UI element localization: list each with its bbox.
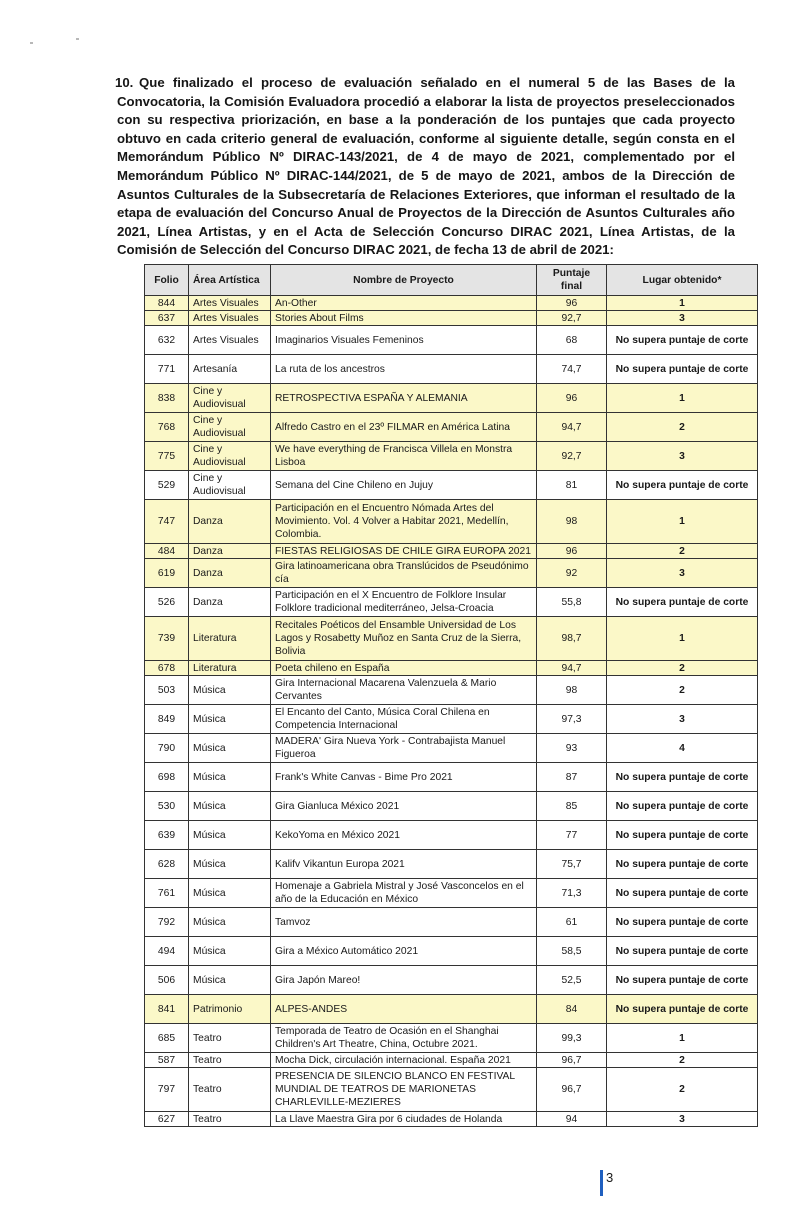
cell-place: 1 xyxy=(607,617,758,661)
cell-score: 96 xyxy=(537,544,607,559)
cell-score: 92,7 xyxy=(537,442,607,471)
cell-folio: 792 xyxy=(145,908,189,937)
table-row xyxy=(145,1024,758,1053)
cell-score: 94,7 xyxy=(537,413,607,442)
cell-score: 71,3 xyxy=(537,879,607,908)
cell-area: Música xyxy=(189,966,271,995)
cell-score: 94,7 xyxy=(537,661,607,676)
cell-folio: 484 xyxy=(145,544,189,559)
cell-place: No supera puntaje de corte xyxy=(607,966,758,995)
cell-project: Gira latinoamericana obra Translúcidos de Pseudónimo cía xyxy=(271,559,537,588)
cell-project: An-Other xyxy=(271,296,537,311)
cell-area: Artes Visuales xyxy=(189,296,271,311)
cell-folio: 768 xyxy=(145,413,189,442)
cell-place: 1 xyxy=(607,1024,758,1053)
cell-folio: 506 xyxy=(145,966,189,995)
cell-place: 2 xyxy=(607,661,758,676)
header-area: Área Artística xyxy=(189,265,271,296)
table-row xyxy=(145,1068,758,1112)
cell-folio: 678 xyxy=(145,661,189,676)
cell-area: Música xyxy=(189,821,271,850)
cell-place: No supera puntaje de corte xyxy=(607,995,758,1024)
cell-score: 55,8 xyxy=(537,588,607,617)
cell-folio: 739 xyxy=(145,617,189,661)
table-row xyxy=(145,442,758,471)
cell-project: Participación en el X Encuentro de Folklore Insular Folklore tradicional mediterráneo, Jelsa-Croacia xyxy=(271,588,537,617)
cell-project: Imaginarios Visuales Femeninos xyxy=(271,326,537,355)
cell-area: Cine y Audiovisual xyxy=(189,471,271,500)
cell-area: Teatro xyxy=(189,1024,271,1053)
cell-project: La ruta de los ancestros xyxy=(271,355,537,384)
cell-place: No supera puntaje de corte xyxy=(607,792,758,821)
cell-area: Literatura xyxy=(189,617,271,661)
table-row xyxy=(145,734,758,763)
cell-area: Danza xyxy=(189,544,271,559)
cell-project: Frank's White Canvas - Bime Pro 2021 xyxy=(271,763,537,792)
cell-place: 2 xyxy=(607,1053,758,1068)
cell-score: 96 xyxy=(537,296,607,311)
cell-place: No supera puntaje de corte xyxy=(607,355,758,384)
cell-place: 3 xyxy=(607,705,758,734)
cell-project: KekoYoma en México 2021 xyxy=(271,821,537,850)
cell-area: Danza xyxy=(189,588,271,617)
cell-folio: 503 xyxy=(145,676,189,705)
cell-folio: 761 xyxy=(145,879,189,908)
cell-folio: 775 xyxy=(145,442,189,471)
cell-area: Teatro xyxy=(189,1053,271,1068)
cell-project: ALPES-ANDES xyxy=(271,995,537,1024)
table-row xyxy=(145,355,758,384)
cell-project: Stories About Films xyxy=(271,311,537,326)
cell-project: RETROSPECTIVA ESPAÑA Y ALEMANIA xyxy=(271,384,537,413)
table-row xyxy=(145,544,758,559)
cell-area: Artesanía xyxy=(189,355,271,384)
cell-project: Gira Internacional Macarena Valenzuela & Mario Cervantes xyxy=(271,676,537,705)
cell-place: 3 xyxy=(607,1112,758,1127)
table-row xyxy=(145,850,758,879)
cell-place: 2 xyxy=(607,1068,758,1112)
cell-score: 75,7 xyxy=(537,850,607,879)
cell-folio: 849 xyxy=(145,705,189,734)
paragraph-number: 10. xyxy=(115,75,134,90)
cell-area: Música xyxy=(189,676,271,705)
cell-project: Mocha Dick, circulación internacional. España 2021 xyxy=(271,1053,537,1068)
cell-folio: 844 xyxy=(145,296,189,311)
cell-project: Semana del Cine Chileno en Jujuy xyxy=(271,471,537,500)
cell-place: 1 xyxy=(607,500,758,544)
cell-project: Participación en el Encuentro Nómada Artes del Movimiento. Vol. 4 Volver a Habitar 2021, Medellín, Colombia. xyxy=(271,500,537,544)
cell-area: Artes Visuales xyxy=(189,326,271,355)
cell-score: 98 xyxy=(537,676,607,705)
cell-area: Música xyxy=(189,937,271,966)
cell-project: El Encanto del Canto, Música Coral Chilena en Competencia Internacional xyxy=(271,705,537,734)
cell-project: Poeta chileno en España xyxy=(271,661,537,676)
scan-mark xyxy=(76,38,79,40)
table-row xyxy=(145,763,758,792)
cell-score: 98 xyxy=(537,500,607,544)
cell-place: 1 xyxy=(607,384,758,413)
cell-score: 96,7 xyxy=(537,1053,607,1068)
table-row xyxy=(145,311,758,326)
cell-score: 68 xyxy=(537,326,607,355)
cell-score: 87 xyxy=(537,763,607,792)
table-header-row xyxy=(145,265,758,296)
cell-score: 92 xyxy=(537,559,607,588)
cell-place: No supera puntaje de corte xyxy=(607,763,758,792)
paragraph-text: Que finalizado el proceso de evaluación señalado en el numeral 5 de las Bases de la Convocatoria, la Comisión Evaluadora procedió a elaborar la lista de proyectos preseleccionados con su respectiva priorización, en base a la ponderación de los puntajes que cada proyecto obtuvo en cada criterio general de evaluación, conforme al siguiente detalle, según consta en el Memorándum Público Nº DIRAC-143/2021, de 4 de mayo de 2021, complementado por el Memorándum Público Nº DIRAC-144/2021, de 5 de mayo de 2021, ambos de la Dirección de Asuntos Culturales de la Subsecretaría de Relaciones Exteriores, que informan el resultado de la etapa de evaluación del Concurso Anual de Proyectos de la Dirección de Asuntos Culturales año 2021, Línea Artistas, y en el Acta de Selección Concurso DIRAC 2021, Línea Artistas, de la Comisión de Selección del Concurso DIRAC 2021, de fecha 13 de abril de 2021: xyxy=(117,75,735,258)
cell-place: No supera puntaje de corte xyxy=(607,850,758,879)
cell-place: No supera puntaje de corte xyxy=(607,471,758,500)
cell-project: FIESTAS RELIGIOSAS DE CHILE GIRA EUROPA 2021 xyxy=(271,544,537,559)
cell-score: 61 xyxy=(537,908,607,937)
header-place: Lugar obtenido* xyxy=(607,265,758,296)
cell-folio: 494 xyxy=(145,937,189,966)
cell-folio: 628 xyxy=(145,850,189,879)
cell-project: Gira a México Automático 2021 xyxy=(271,937,537,966)
cell-area: Música xyxy=(189,908,271,937)
table-row xyxy=(145,296,758,311)
cell-place: 2 xyxy=(607,544,758,559)
cell-area: Música xyxy=(189,734,271,763)
table-row xyxy=(145,937,758,966)
cell-area: Danza xyxy=(189,500,271,544)
cell-project: Gira Japón Mareo! xyxy=(271,966,537,995)
cell-place: No supera puntaje de corte xyxy=(607,821,758,850)
cell-area: Cine y Audiovisual xyxy=(189,413,271,442)
cell-area: Música xyxy=(189,792,271,821)
cell-place: 2 xyxy=(607,676,758,705)
cell-project: Kalifv Vikantun Europa 2021 xyxy=(271,850,537,879)
header-score: Puntaje final xyxy=(537,265,607,296)
table-row xyxy=(145,471,758,500)
cell-folio: 619 xyxy=(145,559,189,588)
cell-project: PRESENCIA DE SILENCIO BLANCO EN FESTIVAL MUNDIAL DE TEATROS DE MARIONETAS CHARLEVILLE-MEZIERES xyxy=(271,1068,537,1112)
table-body xyxy=(145,296,758,1127)
cell-folio: 632 xyxy=(145,326,189,355)
table-row xyxy=(145,792,758,821)
cell-score: 98,7 xyxy=(537,617,607,661)
table-row xyxy=(145,995,758,1024)
cell-folio: 841 xyxy=(145,995,189,1024)
cell-score: 77 xyxy=(537,821,607,850)
cell-place: No supera puntaje de corte xyxy=(607,908,758,937)
cell-folio: 526 xyxy=(145,588,189,617)
table-row xyxy=(145,908,758,937)
cell-place: 3 xyxy=(607,559,758,588)
cell-place: 3 xyxy=(607,311,758,326)
cell-area: Teatro xyxy=(189,1068,271,1112)
cell-project: Alfredo Castro en el 23º FILMAR en América Latina xyxy=(271,413,537,442)
cell-area: Música xyxy=(189,850,271,879)
cell-score: 96 xyxy=(537,384,607,413)
cell-score: 85 xyxy=(537,792,607,821)
cell-score: 81 xyxy=(537,471,607,500)
cell-score: 74,7 xyxy=(537,355,607,384)
cell-folio: 627 xyxy=(145,1112,189,1127)
cell-folio: 685 xyxy=(145,1024,189,1053)
header-folio: Folio xyxy=(145,265,189,296)
cell-score: 97,3 xyxy=(537,705,607,734)
cell-folio: 639 xyxy=(145,821,189,850)
cell-score: 99,3 xyxy=(537,1024,607,1053)
cell-score: 52,5 xyxy=(537,966,607,995)
cell-folio: 797 xyxy=(145,1068,189,1112)
cell-project: Temporada de Teatro de Ocasión en el Shanghai Children's Art Theatre, China, Octubre 2021. xyxy=(271,1024,537,1053)
table-row xyxy=(145,588,758,617)
scan-mark xyxy=(30,42,33,44)
cell-place: 2 xyxy=(607,413,758,442)
cell-place: 4 xyxy=(607,734,758,763)
cell-score: 96,7 xyxy=(537,1068,607,1112)
cell-place: 3 xyxy=(607,442,758,471)
cell-folio: 637 xyxy=(145,311,189,326)
cell-folio: 698 xyxy=(145,763,189,792)
table-row xyxy=(145,705,758,734)
cell-score: 92,7 xyxy=(537,311,607,326)
cell-place: 1 xyxy=(607,296,758,311)
cell-project: Homenaje a Gabriela Mistral y José Vasconcelos en el año de la Educación en México xyxy=(271,879,537,908)
cell-folio: 530 xyxy=(145,792,189,821)
table-row xyxy=(145,821,758,850)
cell-area: Artes Visuales xyxy=(189,311,271,326)
cell-score: 94 xyxy=(537,1112,607,1127)
table-row xyxy=(145,500,758,544)
cell-area: Literatura xyxy=(189,661,271,676)
cell-folio: 790 xyxy=(145,734,189,763)
cell-project: We have everything de Francisca Villela en Monstra Lisboa xyxy=(271,442,537,471)
resolution-paragraph xyxy=(117,74,735,260)
cell-area: Teatro xyxy=(189,1112,271,1127)
cell-area: Danza xyxy=(189,559,271,588)
cell-project: Gira Gianluca México 2021 xyxy=(271,792,537,821)
table-row xyxy=(145,879,758,908)
cell-project: La Llave Maestra Gira por 6 ciudades de Holanda xyxy=(271,1112,537,1127)
cell-place: No supera puntaje de corte xyxy=(607,326,758,355)
cell-project: Tamvoz xyxy=(271,908,537,937)
cell-place: No supera puntaje de corte xyxy=(607,937,758,966)
table-row xyxy=(145,1112,758,1127)
table-row xyxy=(145,966,758,995)
cell-folio: 747 xyxy=(145,500,189,544)
table-row xyxy=(145,676,758,705)
cell-area: Cine y Audiovisual xyxy=(189,384,271,413)
cell-folio: 771 xyxy=(145,355,189,384)
table-row xyxy=(145,326,758,355)
table-row xyxy=(145,384,758,413)
cell-score: 84 xyxy=(537,995,607,1024)
cell-place: No supera puntaje de corte xyxy=(607,879,758,908)
cell-folio: 529 xyxy=(145,471,189,500)
cell-score: 58,5 xyxy=(537,937,607,966)
cell-place: No supera puntaje de corte xyxy=(607,588,758,617)
cell-score: 93 xyxy=(537,734,607,763)
table-row xyxy=(145,661,758,676)
cell-area: Música xyxy=(189,763,271,792)
cell-area: Cine y Audiovisual xyxy=(189,442,271,471)
cell-folio: 587 xyxy=(145,1053,189,1068)
cell-area: Patrimonio xyxy=(189,995,271,1024)
table-row xyxy=(145,617,758,661)
cell-area: Música xyxy=(189,879,271,908)
cell-project: MADERA' Gira Nueva York - Contrabajista Manuel Figueroa xyxy=(271,734,537,763)
table-row xyxy=(145,559,758,588)
page-number: 3 xyxy=(606,1170,614,1185)
table-row xyxy=(145,1053,758,1068)
table-row xyxy=(145,413,758,442)
cell-area: Música xyxy=(189,705,271,734)
cell-project: Recitales Poéticos del Ensamble Universidad de Los Lagos y Rosabetty Muñoz en Santa Cruz de la Sierra, Bolivia xyxy=(271,617,537,661)
page-number-bar xyxy=(600,1170,603,1196)
header-project: Nombre de Proyecto xyxy=(271,265,537,296)
selection-results-table xyxy=(144,264,758,1127)
cell-folio: 838 xyxy=(145,384,189,413)
